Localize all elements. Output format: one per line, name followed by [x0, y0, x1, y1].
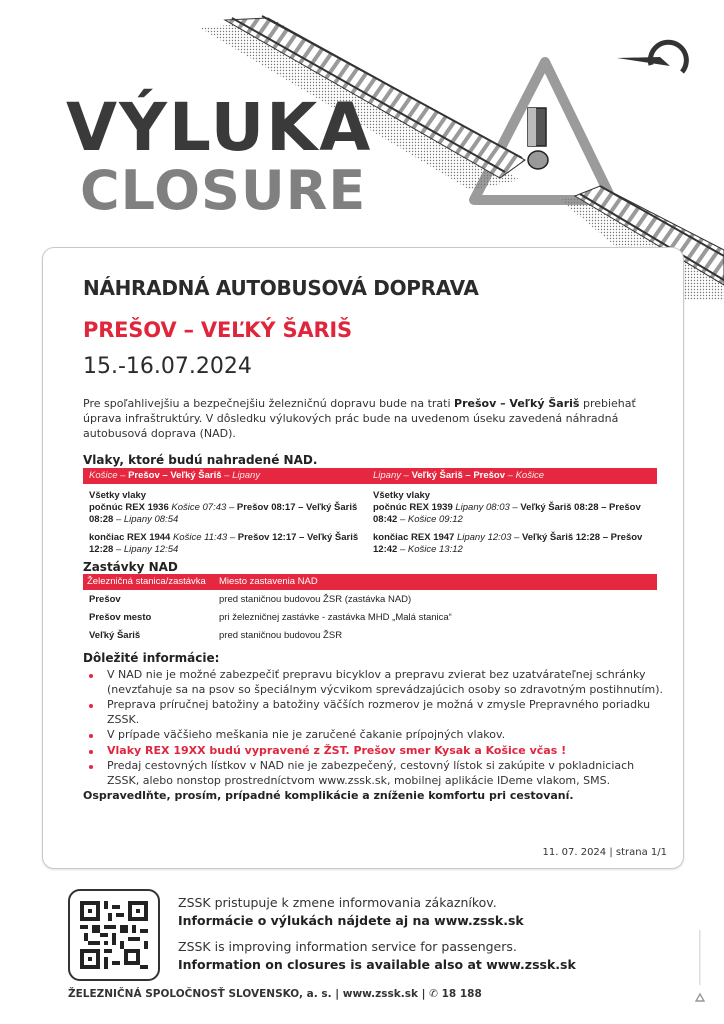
- direction-mid: Veľký Šariš – Prešov: [411, 470, 506, 481]
- direction-header-0: [89, 470, 260, 481]
- all-trains-label: Všetky vlaky: [89, 490, 147, 501]
- direction-from: Lipany –: [373, 470, 412, 481]
- stop-place: pred staničnou budovou ŽSR (zastávka NAD): [219, 594, 412, 605]
- info-heading: Dôležité informácie:: [83, 651, 220, 665]
- direction-header-1: [373, 470, 544, 481]
- stop-station: Prešov mesto: [89, 612, 152, 623]
- footer-line-1: ZSSK pristupuje k zmene informovania zákazníkov.: [178, 895, 497, 910]
- bullet-icon: [89, 750, 93, 754]
- info-item-text: Predaj cestovných lístkov v NAD nie je zabezpečený, cestovný lístok si zakúpite v pokladniciach ZSSK, alebo nonstop prostredníctvom www.zssk.sk, mobilnej aplikácie IDeme vlakom, SMS.: [107, 759, 635, 787]
- stops-table-row: [83, 591, 657, 609]
- trains-column-0: [89, 490, 369, 562]
- trains-column-1: [373, 490, 653, 562]
- stop-place: pred staničnou budovou ŽSR: [219, 630, 343, 641]
- stops-table-row: [83, 627, 657, 645]
- column-header-station: Železničná stanica/zastávka: [87, 576, 206, 587]
- qr-code: [68, 889, 160, 981]
- train-time: – Lipany 12:54: [113, 544, 179, 555]
- section-title: NÁHRADNÁ AUTOBUSOVÁ DOPRAVA: [83, 276, 479, 300]
- intro-text-route: Prešov – Veľký Šariš: [454, 397, 580, 410]
- direction-to: – Košice: [505, 470, 545, 481]
- stops-table-row: [83, 609, 657, 627]
- train-time: Lipany 08:03 –: [452, 502, 521, 513]
- direction-from: Košice –: [89, 470, 129, 481]
- stop-station: Prešov: [89, 594, 121, 605]
- train-entry: [373, 532, 653, 556]
- bullet-icon: [89, 674, 93, 678]
- closure-dates: 15.-16.07.2024: [83, 354, 252, 379]
- train-time: Košice 11:43 –: [170, 532, 238, 543]
- intro-text: [83, 396, 663, 441]
- closure-subtitle: CLOSURE: [80, 159, 367, 222]
- train-label: počnúc REX 1939: [373, 502, 453, 513]
- stop-station: Veľký Šariš: [89, 630, 141, 641]
- notice-card: [42, 247, 684, 869]
- trains-table-header: [83, 468, 657, 484]
- train-time: – Košice 13:12: [397, 544, 463, 555]
- direction-mid: Prešov – Veľký Šariš: [128, 470, 222, 481]
- train-time: – Košice 09:12: [397, 514, 463, 525]
- company-line: ŽELEZNIČNÁ SPOLOČNOSŤ SLOVENSKO, a. s. | www.zssk.sk | ✆ 18 188: [68, 988, 482, 1000]
- train-time: Veľký Šariš 12:28 – Prešov 12:42: [373, 532, 643, 555]
- apology-text: Ospravedlňte, prosím, prípadné komplikácie a zníženie komfortu pri cestovaní.: [83, 789, 574, 802]
- train-label: končiac REX 1947: [373, 532, 455, 543]
- route-title: PREŠOV – VEĽKÝ ŠARIŠ: [83, 318, 352, 342]
- train-entry: [373, 490, 653, 526]
- train-time: Prešov 08:17 – Veľký Šariš 08:28: [89, 502, 358, 525]
- stops-table-header: [83, 574, 657, 590]
- info-item: [83, 698, 663, 727]
- train-entry: [89, 532, 369, 556]
- train-time: Veľký Šariš 08:28 – Prešov 08:42: [373, 502, 641, 525]
- all-trains-label: Všetky vlaky: [373, 490, 431, 501]
- train-label: končiac REX 1944: [89, 532, 171, 543]
- bullet-icon: [89, 704, 93, 708]
- zssk-logo-icon: [617, 42, 686, 72]
- footer-line-3: ZSSK is improving information service for passengers.: [178, 939, 517, 954]
- column-header-place: Miesto zastavenia NAD: [219, 576, 318, 587]
- train-time: Košice 07:43 –: [168, 502, 237, 513]
- info-item-text: V NAD nie je možné zabezpečiť prepravu bicyklov a prepravu zvierat bez uzatvárateľnej schránky (nevzťahuje sa na psov so špeciálnym výcvikom sprevádzajúcich osoby so zdravotným postihnutím).: [107, 668, 664, 696]
- train-label: počnúc REX 1936: [89, 502, 169, 513]
- train-time: Prešov 12:17 – Veľký Šariš 12:28: [89, 532, 359, 555]
- info-item-highlight: [83, 744, 663, 759]
- stop-place: pri železničnej zastávke - zastávka MHD „Malá stanica“: [219, 612, 452, 623]
- info-item: [83, 668, 663, 697]
- footer-line-2: Informácie o výlukách nájdete aj na www.zssk.sk: [178, 913, 524, 928]
- closure-title: VÝLUKA: [66, 89, 373, 166]
- train-time: – Lipany 08:54: [113, 514, 179, 525]
- qr-code-icon: [80, 901, 148, 969]
- recycle-icon: [694, 930, 706, 1010]
- bullet-icon: [89, 734, 93, 738]
- info-list: [83, 668, 663, 789]
- info-item-text: Preprava príručnej batožiny a batožiny väčších rozmerov je možná v zmysle Prepravného poriadku ZSSK.: [107, 698, 651, 726]
- info-item-text: V prípade väčšieho meškania nie je zaručené čakanie prípojných vlakov.: [107, 728, 506, 741]
- footer-line-4: Information on closures is available also at www.zssk.sk: [178, 957, 576, 972]
- bullet-icon: [89, 765, 93, 769]
- stops-heading: Zastávky NAD: [83, 560, 178, 574]
- intro-text-end: prebiehať úprava infraštruktúry. V dôsledku výlukových prác bude na uvedenom úseku zavedená náhradná autobusová doprava (NAD).: [83, 397, 636, 440]
- date-page-info: 11. 07. 2024 | strana 1/1: [542, 847, 667, 858]
- info-item-text: Vlaky REX 19XX budú vypravené z ŽST. Prešov smer Kysak a Košice včas !: [107, 743, 567, 757]
- info-item: [83, 728, 663, 743]
- train-time: Lipany 12:03 –: [454, 532, 522, 543]
- trains-heading: Vlaky, ktoré budú nahradené NAD.: [83, 453, 318, 467]
- train-entry: [89, 490, 369, 526]
- direction-to: – Lipany: [221, 470, 261, 481]
- info-item: [83, 759, 663, 788]
- intro-text-start: Pre spoľahlivejšiu a bezpečnejšiu železničnú dopravu bude na trati: [83, 397, 455, 410]
